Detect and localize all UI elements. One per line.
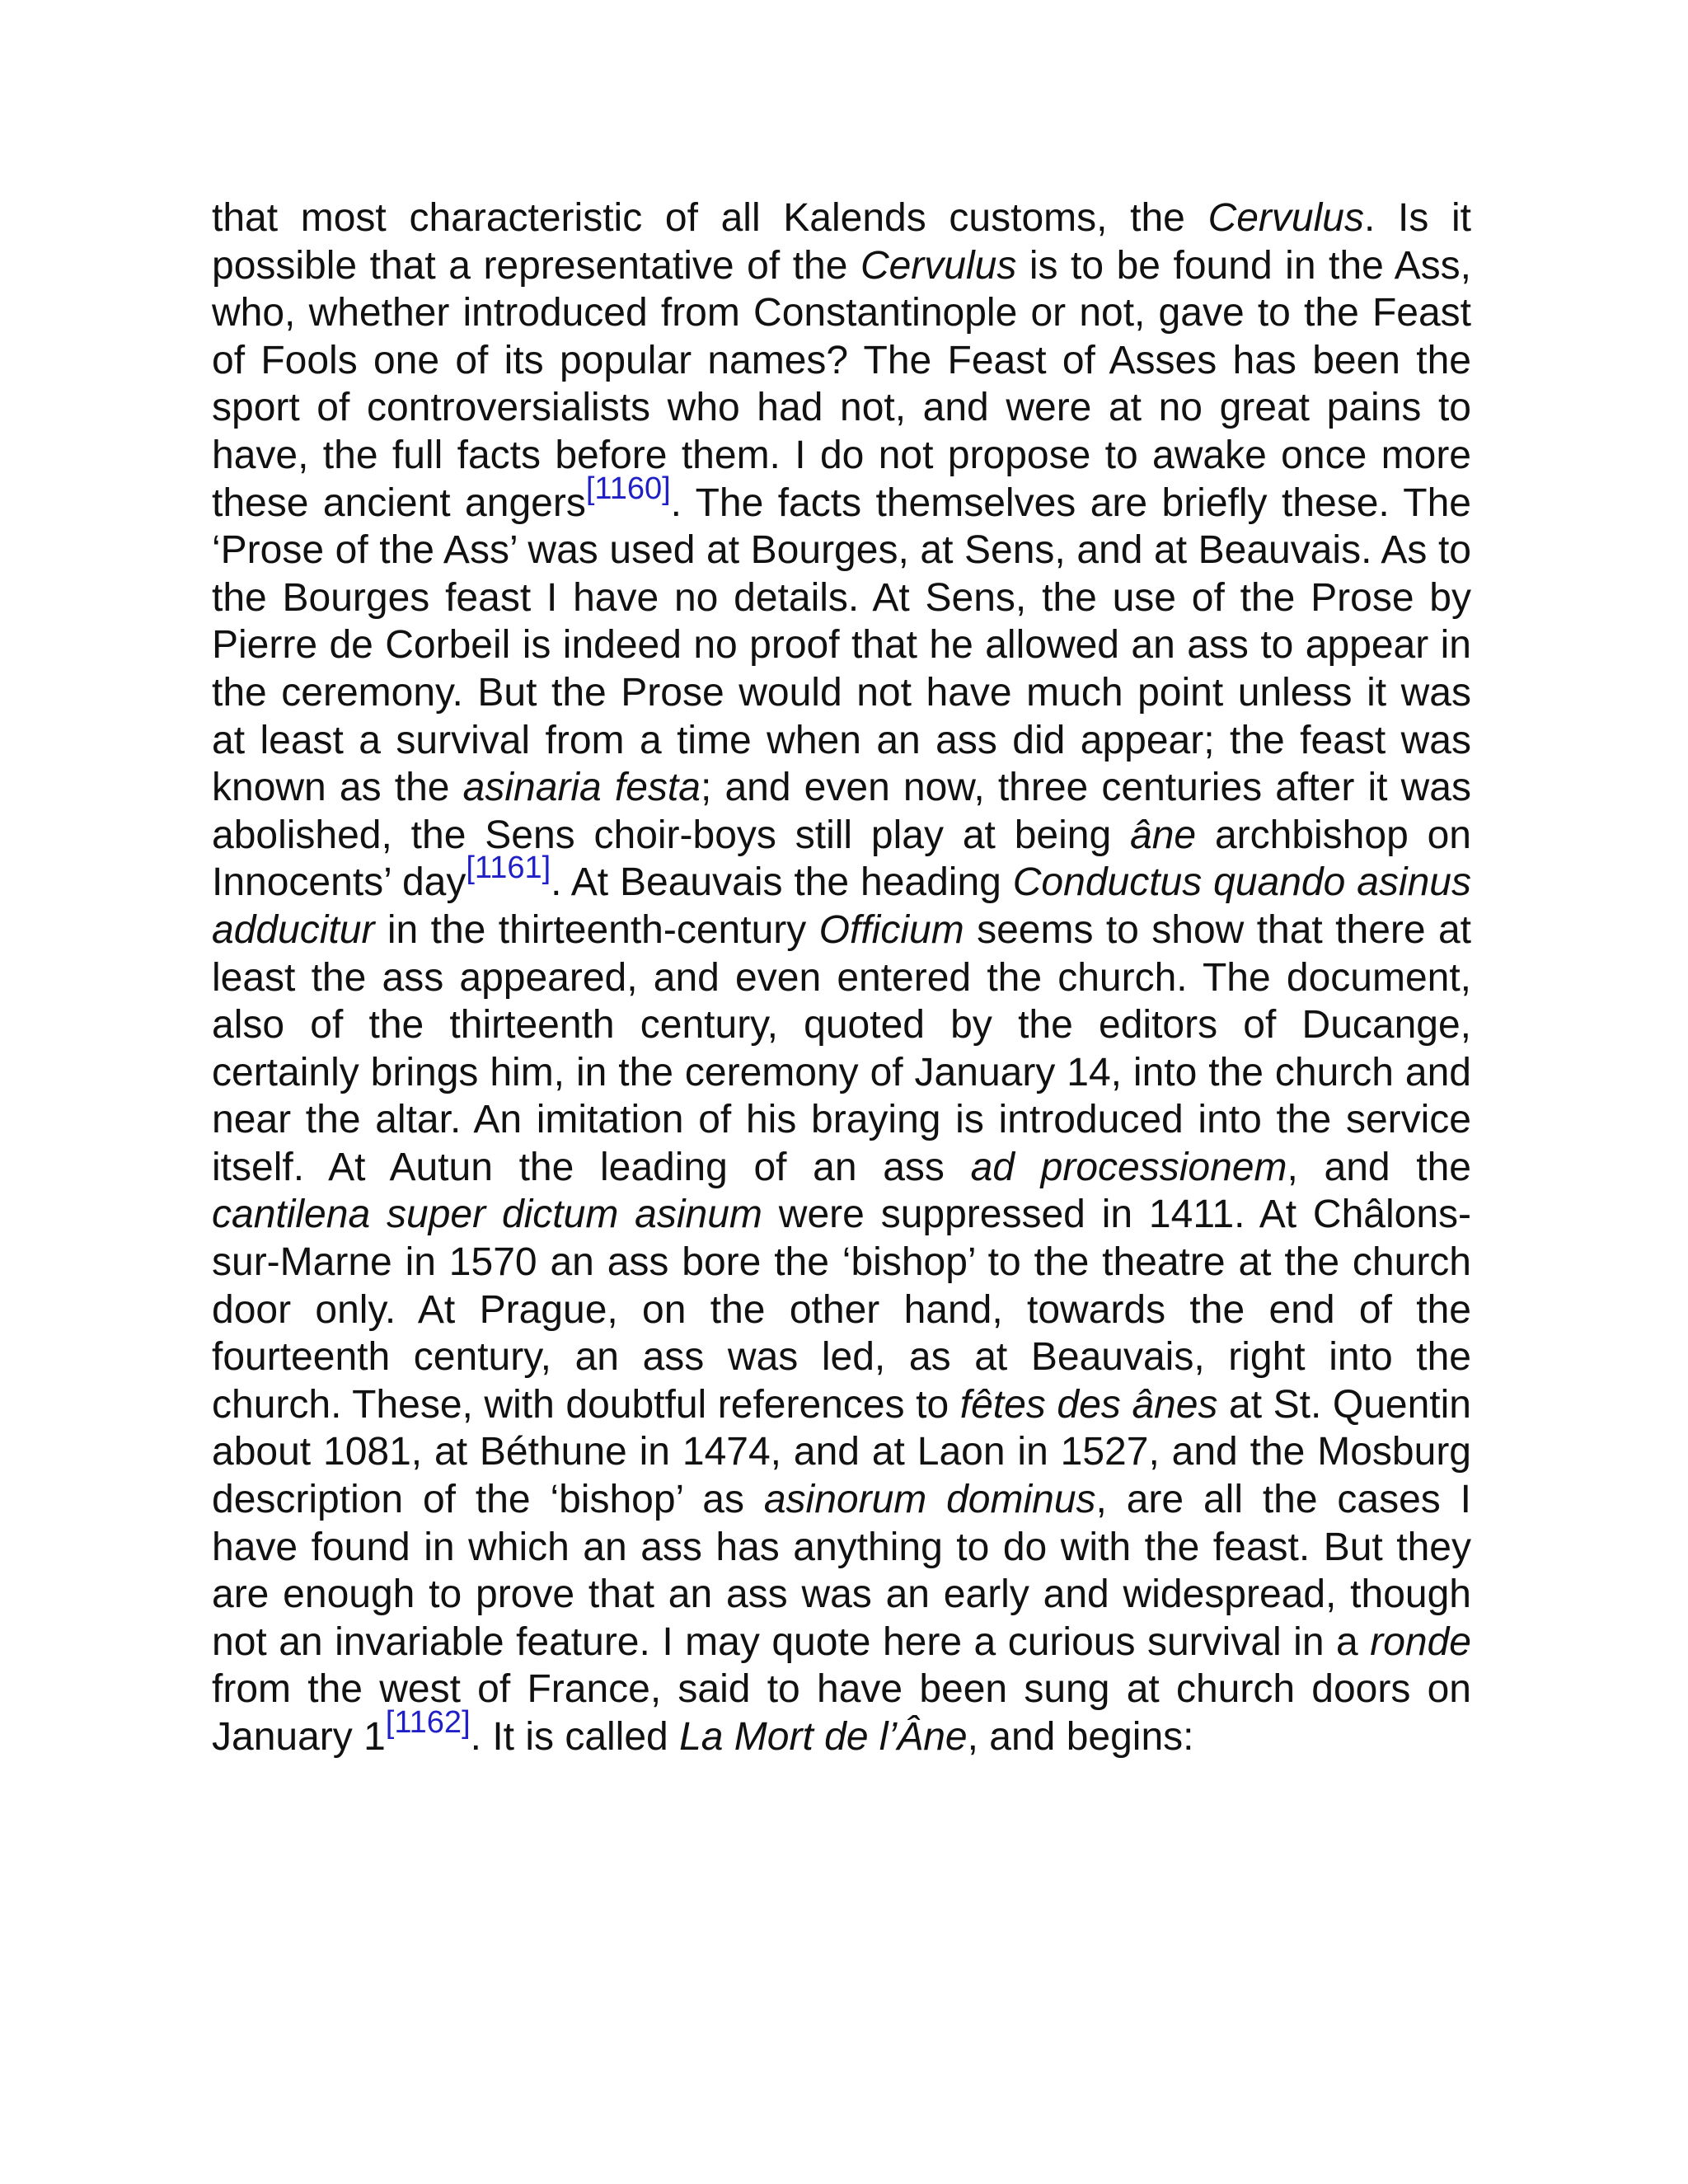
text-run: is to be found in the Ass, who, whether introduced from Constantinople or not, gave to the Feast of Fools one of its popular names? The Feast of Asses has been the sport of controversialists who had not, and were at no great pains to have, the full facts before them. I do not propose to awake once more these ancient angers — [212, 243, 1471, 525]
text-run: archbishop on Innocents’ day — [212, 813, 1471, 905]
italic-term-cantilena: cantilena super dictum asinum — [212, 1193, 762, 1237]
italic-term-fetes-des-anes: fêtes des ânes — [959, 1382, 1218, 1427]
italic-term-ad-processionem: ad processionem — [970, 1145, 1287, 1189]
text-run: that most characteristic of all Kalends customs, the — [212, 196, 1208, 240]
footnote-link-1160[interactable]: [1160] — [585, 471, 671, 506]
text-run: were suppressed in 1411. At Châlons-sur-Marne in 1570 an ass bore the ‘bishop’ to the theatre at the church door only. At Prague, on the other hand, towards the end of the fourteenth century, an ass was led, as at Beauvais, right into the church. These, with doubtful references to — [212, 1193, 1472, 1427]
text-run: from the west of France, said to have been sung at church doors on January 1 — [212, 1667, 1471, 1759]
italic-term-ronde: ronde — [1370, 1619, 1471, 1664]
italic-term-cervulus: Cervulus — [1207, 196, 1364, 240]
main-paragraph — [212, 194, 1471, 1761]
italic-term-conductus: Conductus quando asinus adducitur — [212, 860, 1471, 952]
italic-term-asinaria-festa: asinaria festa — [462, 766, 701, 810]
text-run: . Is it possible that a representative of the — [212, 196, 1471, 288]
italic-title-la-mort-de-lane: La Mort de l’Âne — [679, 1715, 968, 1759]
text-run: at St. Quentin about 1081, at Béthune in 1474, and at Laon in 1527, and the Mosburg description of the ‘bishop’ as — [212, 1382, 1472, 1522]
footnote-link-1161[interactable]: [1161] — [466, 851, 551, 886]
text-run: . The facts themselves are briefly these. The ‘Prose of the Ass’ was used at Bourges, at Sens, and at Beauvais. As to the Bourges feast I have no details. At Sens, the use of the Prose by Pierre de Corbeil is indeed no proof that he allowed an ass to appear in the ceremony. But the Prose would not have much point unless it was at least a survival from a time when an ass did appear; the feast was known as the — [212, 480, 1471, 810]
text-run: , and begins: — [967, 1715, 1194, 1759]
text-run: . At Beauvais the heading — [551, 860, 1013, 905]
italic-term-ane: âne — [1130, 813, 1197, 857]
italic-term-officium: Officium — [818, 907, 964, 952]
italic-term-asinorum-dominus: asinorum dominus — [763, 1478, 1096, 1522]
text-run: , and the — [1287, 1145, 1471, 1189]
text-run: in the thirteenth-century — [374, 907, 819, 952]
text-run: seems to show that there at least the ass appeared, and even entered the church. The document, also of the thirteenth century, quoted by the editors of Ducange, certainly brings him, in the ceremony of January 14, into the church and near the altar. An imitation of his braying is introduced into the service itself. At Autun the leading of an ass — [212, 907, 1471, 1189]
italic-term-cervulus: Cervulus — [860, 243, 1017, 288]
text-run: ; and even now, three centuries after it was abolished, the Sens choir-boys still play at being — [212, 766, 1471, 857]
footnote-link-1162[interactable]: [1162] — [385, 1705, 471, 1741]
text-run: . It is called — [470, 1715, 680, 1759]
page-body — [212, 194, 1471, 1761]
text-run: , are all the cases I have found in which an ass has anything to do with the feast. But they are enough to prove that an ass was an early and widespread, though not an invariable feature. I may quote here a curious survival in a — [212, 1478, 1471, 1664]
